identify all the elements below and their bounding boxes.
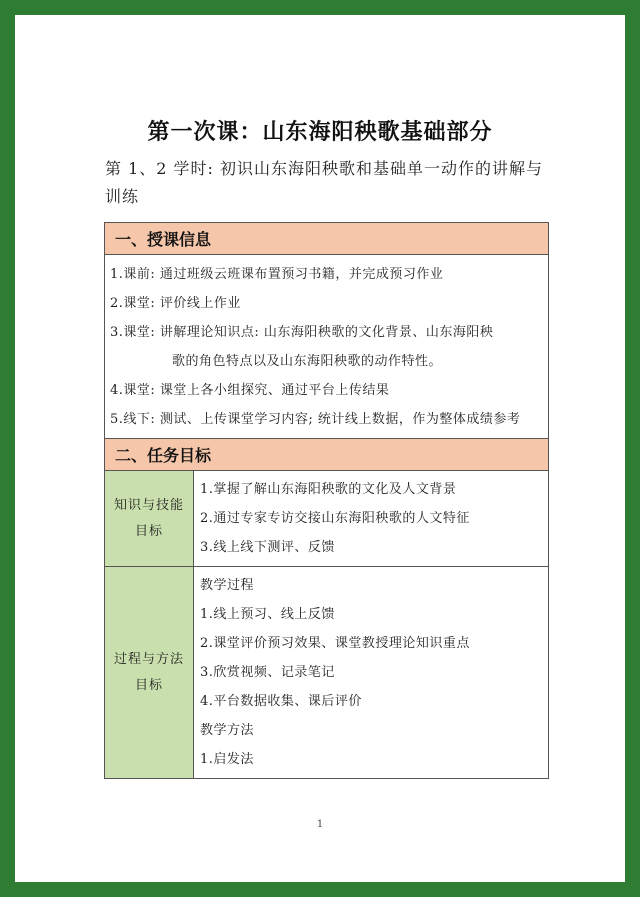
process-method-label (105, 567, 194, 779)
goal-item: 教学过程 (200, 578, 255, 593)
page-title: 第一次课：山东海阳秧歌基础部分 (147, 119, 493, 145)
process-method-content (194, 567, 549, 779)
goal-item: 1.掌握了解山东海阳秧歌的文化及人文背景 (200, 482, 457, 497)
label-line: 目标 (134, 523, 163, 539)
goal-item: 2.通过专家专访交接山东海阳秧歌的人文特征 (200, 511, 470, 526)
teaching-info-content (105, 255, 549, 439)
knowledge-skills-content (194, 471, 549, 567)
info-item: 4.课堂: 课堂上各小组探究、通过平台上传结果 (110, 383, 390, 398)
goal-item: 3.线上线下测评、反馈 (200, 540, 335, 555)
section-heading: 二、任务目标 (115, 446, 212, 465)
goal-item: 教学方法 (200, 723, 255, 738)
info-item-continuation: 歌的角色特点以及山东海阳秧歌的动作特性。 (172, 354, 443, 369)
section-teaching-info-header (105, 223, 549, 255)
section-heading: 一、授课信息 (115, 230, 212, 249)
page-number: 1 (316, 819, 324, 830)
lesson-subtitle: 第 1、2 学时: 初识山东海阳秧歌和基础单一动作的讲解与训练 (105, 159, 544, 206)
label-line: 知识与技能 (113, 497, 184, 513)
knowledge-skills-label (105, 471, 194, 567)
label-line: 过程与方法 (113, 651, 184, 667)
goal-item: 3.欣赏视频、记录笔记 (200, 665, 335, 680)
info-item: 1.课前: 通过班级云班课布置预习书籍，并完成预习作业 (110, 267, 444, 282)
lesson-table (104, 222, 549, 779)
document-page (15, 15, 625, 882)
goal-item: 1.线上预习、线上反馈 (200, 607, 335, 622)
goal-item: 4.平台数据收集、课后评价 (200, 694, 362, 709)
info-item: 5.线下: 测试、上传课堂学习内容; 统计线上数据，作为整体成绩参考 (110, 412, 521, 427)
label-line: 目标 (134, 677, 163, 693)
section-task-goals-header (105, 439, 549, 471)
info-item: 3.课堂: 讲解理论知识点: 山东海阳秧歌的文化背景、山东海阳秧 (110, 325, 494, 340)
info-item: 2.课堂: 评价线上作业 (110, 296, 241, 311)
goal-item: 1.启发法 (200, 752, 254, 767)
goal-item: 2.课堂评价预习效果、课堂教授理论知识重点 (200, 636, 470, 651)
